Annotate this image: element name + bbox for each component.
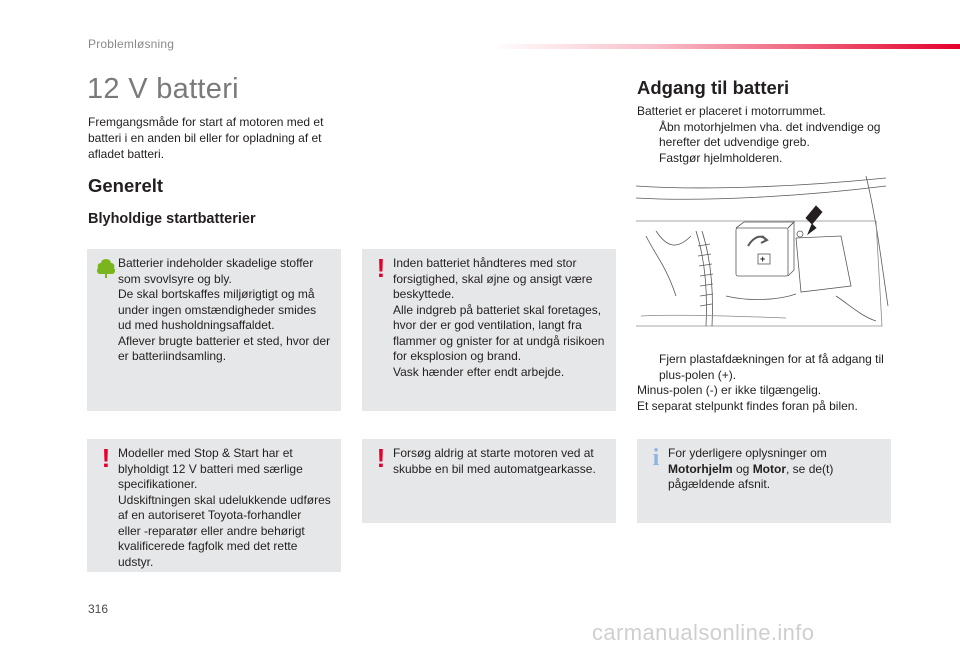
safety-warning-text: Inden batteriet håndteres med stor forsigtighed, skal øjne og ansigt være beskyttede. Alle indgreb på batteriet skal foretages, hvor der er god ventilation, langt fra flammer og gnister for at undgå risikoen for eksplosion og brand. Vask hænder efter endt arbejde. bbox=[393, 256, 605, 379]
page-title: 12 V batteri bbox=[87, 73, 239, 105]
access-instructions bbox=[637, 104, 891, 166]
info-text-mid: og bbox=[732, 461, 753, 476]
access-line-3: Et separat stelpunkt findes foran på bilen. bbox=[637, 398, 858, 413]
push-start-warning-box bbox=[362, 439, 616, 523]
intro-text: Fremgangsmåde for start af motoren med et batteri i en anden bil eller for opladning af et afladet batteri. bbox=[88, 115, 324, 161]
general-heading: Generelt bbox=[88, 175, 164, 196]
warning-icon: ! bbox=[376, 253, 386, 283]
lead-battery-subheading: Blyholdige startbatterier bbox=[88, 211, 256, 227]
section-title: Problemløsning bbox=[88, 37, 175, 51]
access-line-2: Minus-polen (-) er ikke tilgængelig. bbox=[637, 383, 822, 397]
warning-icon: ! bbox=[376, 443, 386, 473]
access-step-2: Fastgør hjelmholderen. bbox=[659, 150, 783, 165]
info-text bbox=[668, 446, 883, 493]
info-icon: i bbox=[652, 445, 660, 471]
access-step-3: Fjern plastafdækningen for at få adgang til plus-polen (+). bbox=[659, 352, 884, 382]
plus-pole-label: + bbox=[760, 254, 766, 264]
access-step-1: Åbn motorhjelmen vha. det indvendige og herefter det udvendige greb. bbox=[659, 119, 881, 149]
info-link-hood: Motorhjelm bbox=[668, 461, 733, 476]
page-number: 316 bbox=[88, 602, 109, 616]
info-text-pre: For yderligere oplysninger om bbox=[668, 446, 827, 460]
access-heading: Adgang til batteri bbox=[637, 77, 790, 98]
recycle-note-text: Batterier indeholder skadelige stoffer som svovlsyre og bly. De skal bortskaffes miljørigtigt og må under ingen omstændigheder smides ud med husholdningsaffaldet. Aflever brugte batterier et sted, hvor der er batteriindsamling. bbox=[118, 256, 331, 363]
stopstart-warning-box bbox=[87, 439, 341, 572]
watermark: carmanualsonline.info bbox=[592, 620, 815, 645]
info-box bbox=[637, 439, 891, 523]
warning-icon: ! bbox=[101, 443, 111, 473]
stopstart-warning-text: Modeller med Stop & Start har et blyholdigt 12 V batteri med særlige specifikationer. Udskiftningen skal udelukkende udføres af en autoriseret Toyota-forhandler eller -reparatør eller andre behørigt kvalificerede fagfolk med det rette udstyr. bbox=[118, 446, 331, 569]
battery-illustration bbox=[636, 176, 892, 346]
safety-warning-box bbox=[362, 249, 616, 411]
access-line-1: Batteriet er placeret i motorrummet. bbox=[637, 104, 826, 118]
recycle-icon bbox=[95, 257, 117, 279]
header-accent-bar bbox=[490, 44, 960, 49]
recycle-note-box bbox=[87, 249, 341, 411]
access-instructions-2 bbox=[637, 352, 891, 414]
info-text-post: , se de(t) bbox=[786, 461, 834, 476]
info-link-engine: Motor bbox=[752, 461, 787, 476]
push-start-warning-text: Forsøg aldrig at starte motoren ved at skubbe en bil med automatgearkasse. bbox=[393, 446, 596, 476]
info-text-line3: pågældende afsnit. bbox=[668, 477, 771, 491]
